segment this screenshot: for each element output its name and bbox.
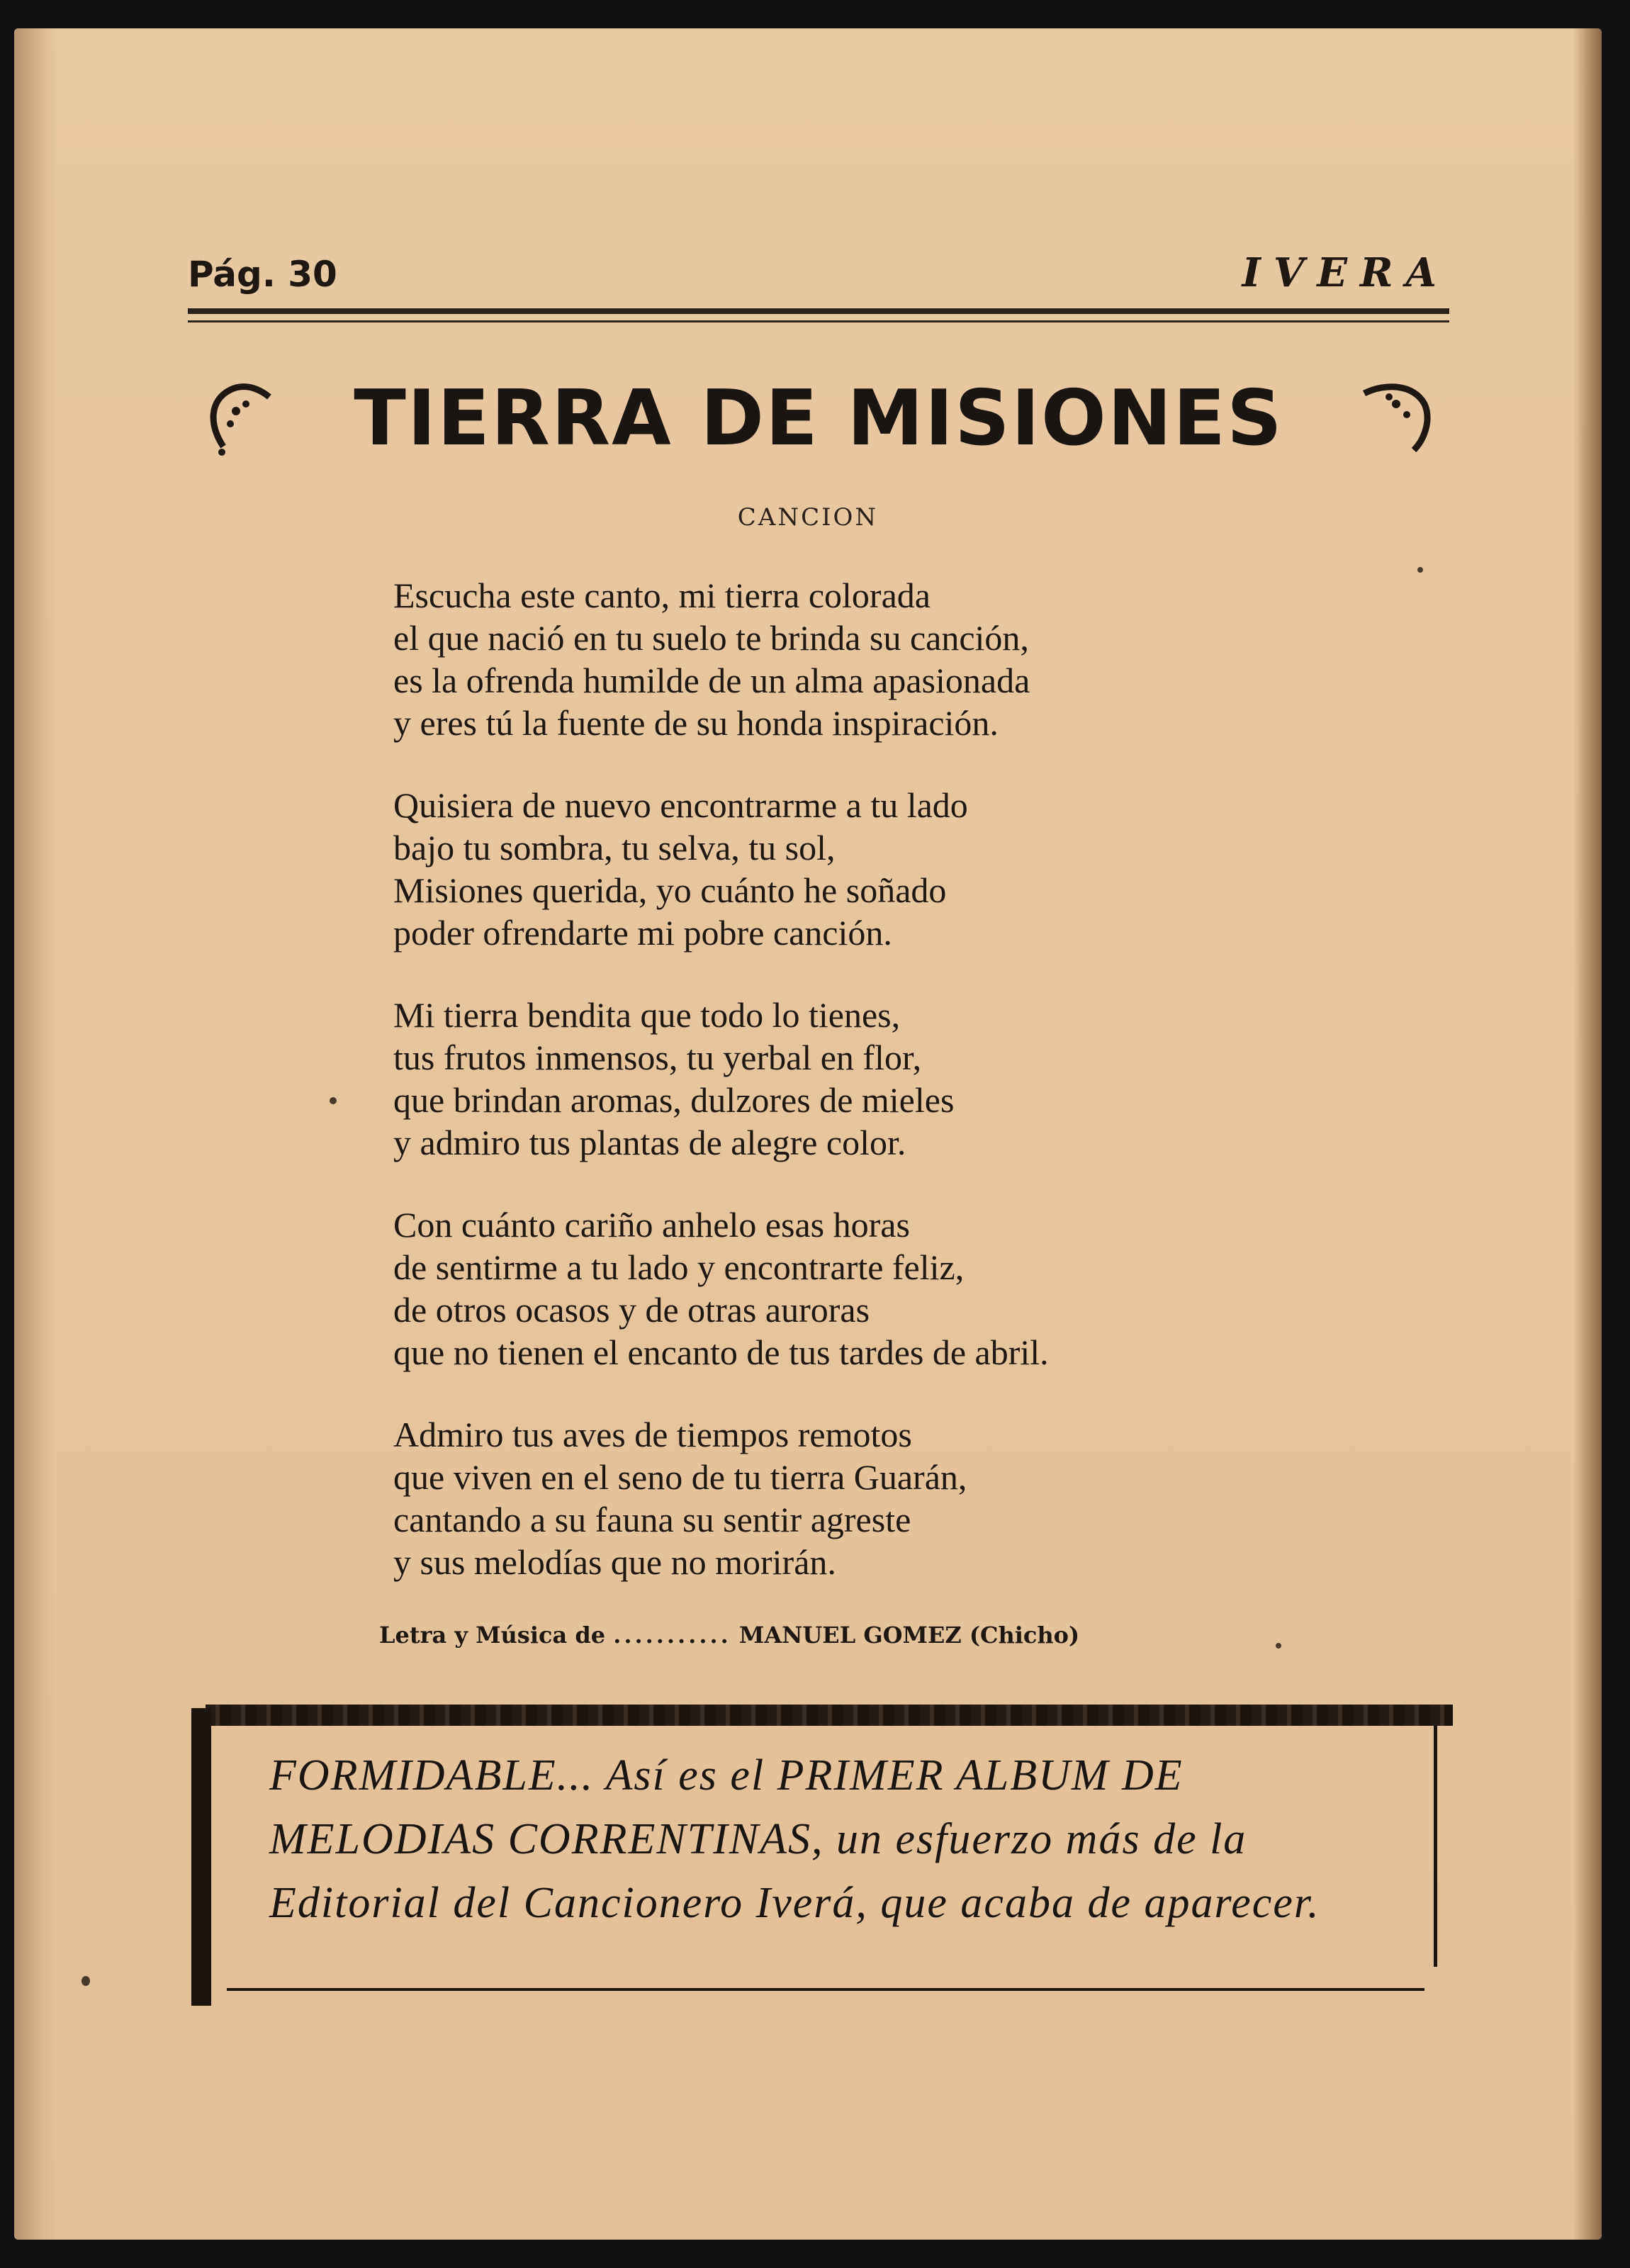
lyric-line: y sus melodías que no morirán. [393, 1542, 836, 1582]
lyric-line: Mi tierra bendita que todo lo tienes, [393, 995, 901, 1035]
advert-border-bottom [227, 1988, 1424, 1991]
lyric-line: que viven en el seno de tu tierra Guarán, [393, 1457, 967, 1497]
lyric-line: de sentirme a tu lado y encontrarte feliz, [393, 1247, 965, 1287]
credit-dots: ........... [613, 1622, 731, 1649]
page-edge [14, 28, 57, 2240]
advert-border-left [191, 1708, 211, 2006]
stanza [393, 574, 1350, 744]
magazine-page [14, 28, 1602, 2240]
paper-speck [1276, 1643, 1281, 1649]
advert-box [191, 1705, 1446, 2031]
lyric-line: que no tienen el encanto de tus tardes de abril. [393, 1332, 1049, 1372]
song-title: TIERRA DE MISIONES [354, 374, 1283, 463]
lyric-line: Admiro tus aves de tiempos remotos [393, 1415, 912, 1454]
lyric-line: de otros ocasos y de otras auroras [393, 1290, 870, 1330]
stanza [393, 1203, 1350, 1374]
lyric-line: bajo tu sombra, tu selva, tu sol, [393, 828, 836, 868]
lyric-line: Quisiera de nuevo encontrarme a tu lado [393, 785, 968, 825]
credit-author: MANUEL GOMEZ (Chicho) [738, 1622, 1080, 1649]
lyric-line: poder ofrendarte mi pobre canción. [393, 913, 892, 953]
lyric-line: y admiro tus plantas de alegre color. [393, 1123, 906, 1162]
song-subtitle: CANCION [737, 503, 879, 532]
advert-text: FORMIDABLE... Así es el PRIMER ALBUM DE MELODIAS CORRENTINAS, un esfuerzo más de la Editorial del Cancionero Iverá, que acaba de aparecer. [269, 1751, 1320, 1927]
lyric-line: tus frutos inmensos, tu yerbal en flor, [393, 1038, 922, 1077]
song-lyrics [393, 574, 1350, 1623]
lyric-line: Con cuánto cariño anhelo esas horas [393, 1205, 910, 1245]
advert-border-top [206, 1705, 1453, 1726]
lyric-line: es la ofrenda humilde de un alma apasionada [393, 661, 1030, 700]
song-credit [379, 1622, 1371, 1649]
header-rule-thick [188, 308, 1449, 314]
credit-label: Letra y Música de [379, 1622, 606, 1649]
lyric-line: y eres tú la fuente de su honda inspiración. [393, 703, 999, 743]
page-number: Pág. 30 [188, 254, 337, 295]
book-spine [1573, 28, 1602, 2240]
stanza [393, 784, 1350, 954]
header-rule-thin [188, 320, 1449, 322]
stanza [393, 1413, 1350, 1583]
song-title-row [188, 369, 1449, 475]
paper-speck [82, 1976, 90, 1986]
page-header [188, 234, 1449, 312]
stanza [393, 994, 1350, 1164]
lyric-line: el que nació en tu suelo te brinda su canción, [393, 618, 1029, 658]
lyric-line: Misiones querida, yo cuánto he soñado [393, 870, 947, 910]
magazine-title: IVERA [1242, 249, 1449, 296]
right-ornament-icon [1357, 376, 1435, 461]
paper-speck [330, 1097, 337, 1104]
advert-border-right [1434, 1726, 1437, 1967]
lyric-line: que brindan aromas, dulzores de mieles [393, 1080, 955, 1120]
lyric-line: cantando a su fauna su sentir agreste [393, 1500, 911, 1539]
lyric-line: Escucha este canto, mi tierra colorada [393, 576, 931, 615]
paper-speck [1417, 567, 1423, 573]
